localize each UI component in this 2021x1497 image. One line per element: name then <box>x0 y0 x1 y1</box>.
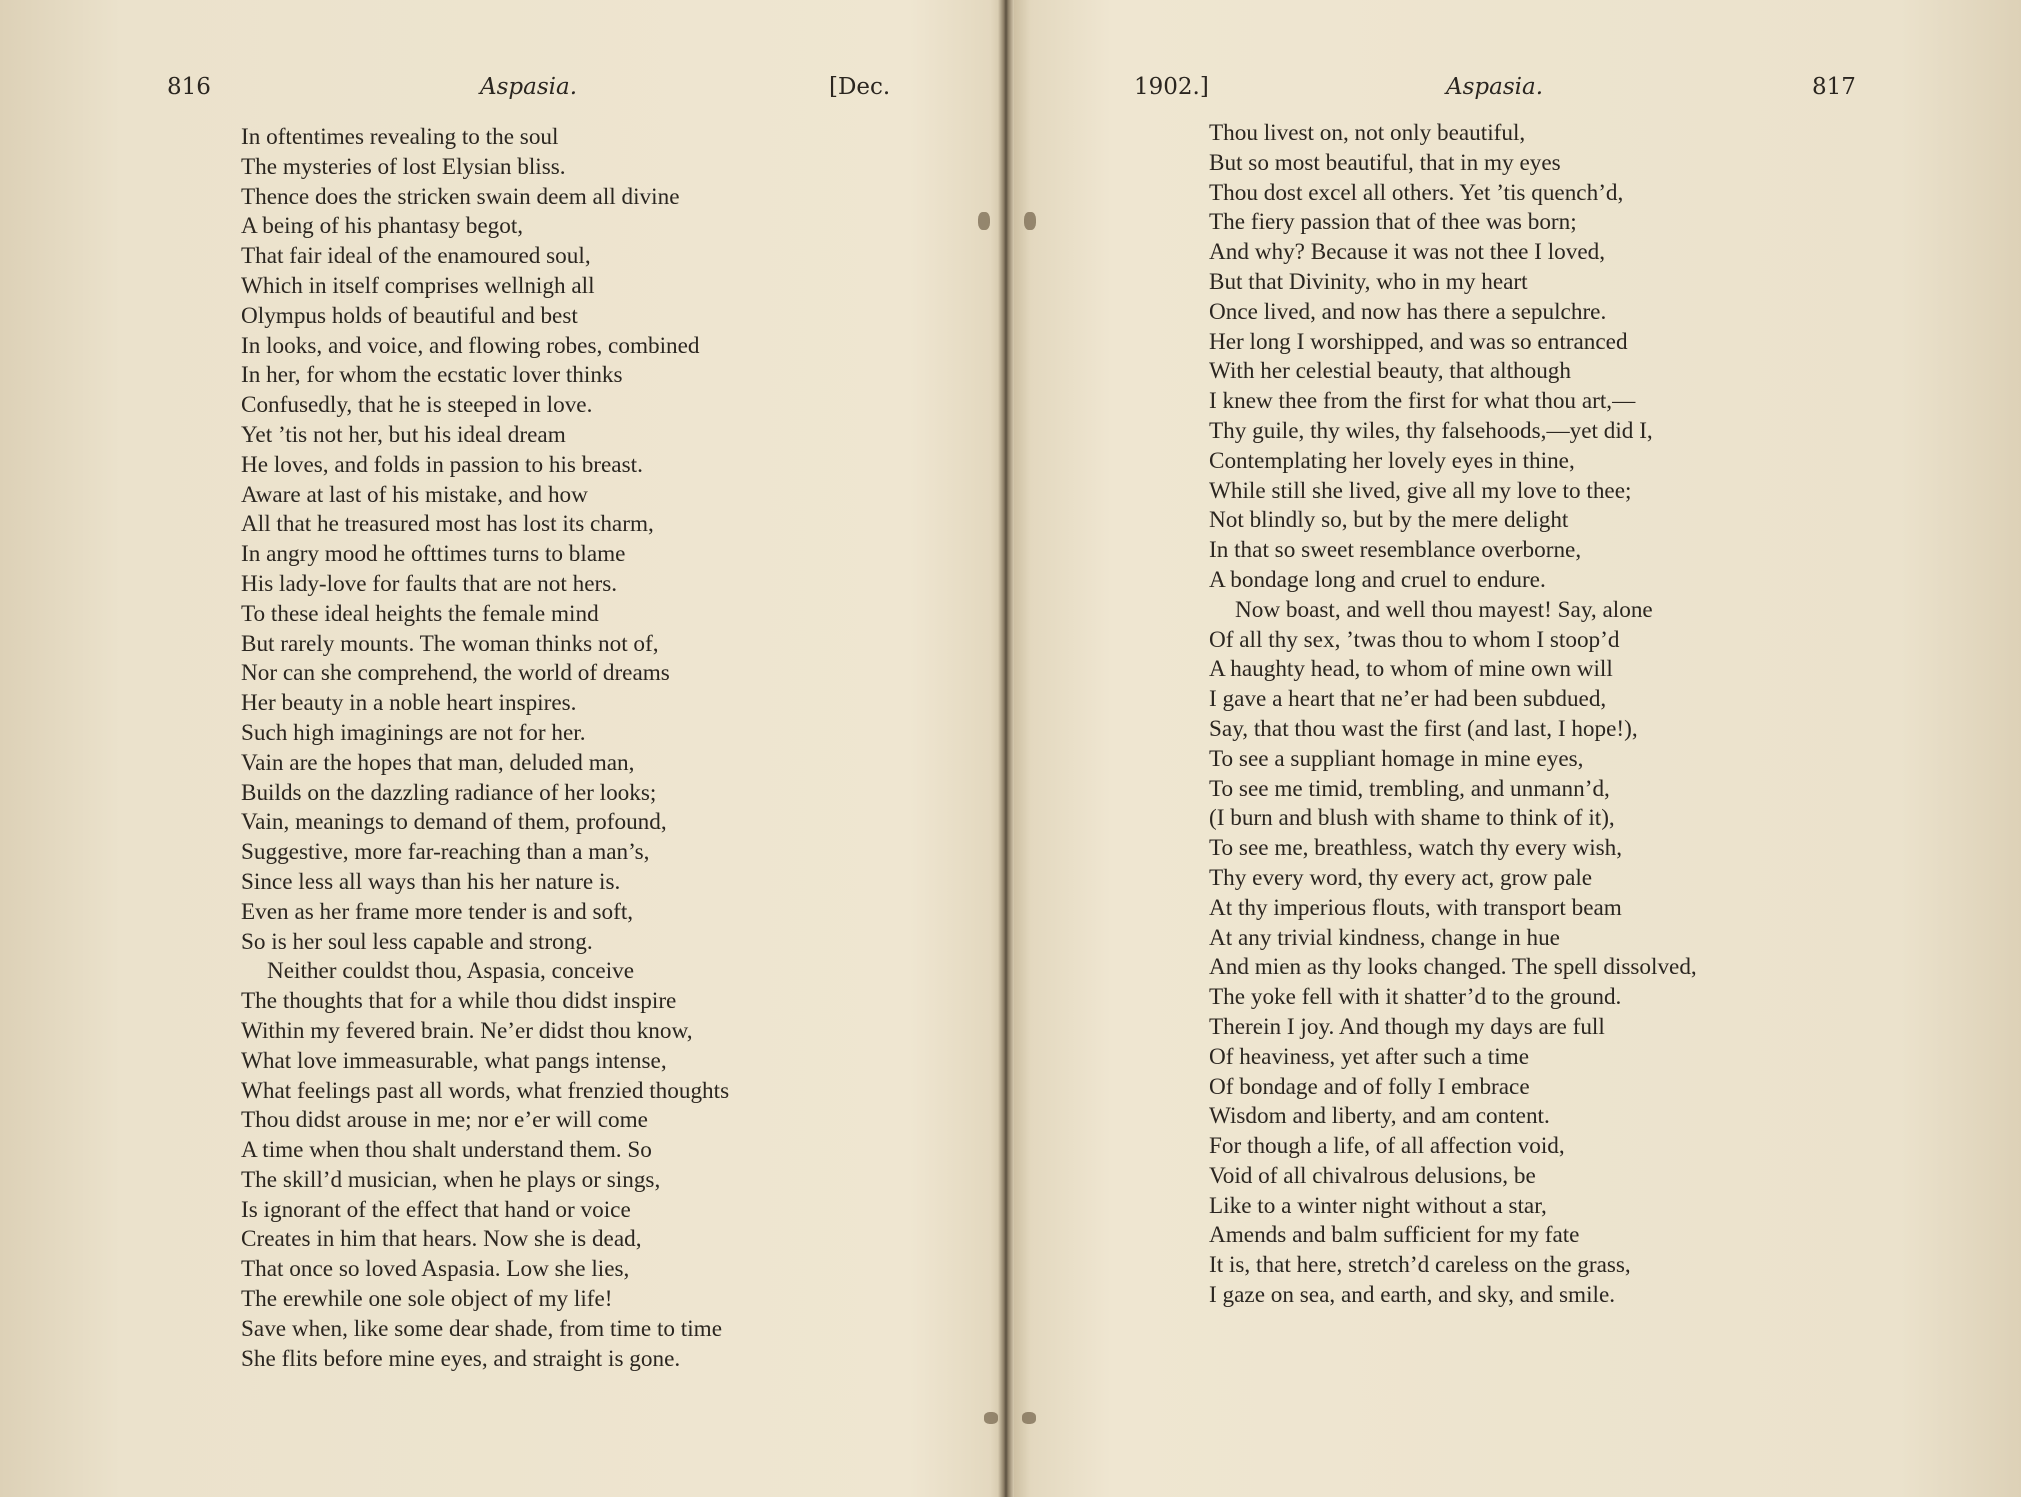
poem-line: To see me, breathless, watch thy every wish, <box>1209 835 1623 862</box>
poem-line: That once so loved Aspasia. Low she lies, <box>241 1256 630 1283</box>
poem-line: All that he treasured most has lost its charm, <box>241 511 654 538</box>
poem-line: Is ignorant of the effect that hand or voice <box>241 1196 631 1223</box>
poem-line: I knew thee from the first for what thou art,— <box>1209 388 1636 415</box>
poem-line: Within my fevered brain. Ne’er didst thou know, <box>241 1017 693 1044</box>
poem-line: Of all thy sex, ’twas thou to whom I stoop’d <box>1209 626 1620 653</box>
poem-line: Olympus holds of beautiful and best <box>241 302 578 329</box>
page-number: 817 <box>1812 74 1856 100</box>
running-title: Aspasia. <box>480 74 578 100</box>
poem-line: He loves, and folds in passion to his breast. <box>241 451 643 478</box>
poem-line: Suggestive, more far-reaching than a man’s, <box>241 839 650 866</box>
poem-line: Of bondage and of folly I embrace <box>1209 1073 1530 1100</box>
poem-line: The fiery passion that of thee was born; <box>1209 209 1577 236</box>
left-page <box>0 0 1002 1497</box>
poem-line: In looks, and voice, and flowing robes, combined <box>241 332 700 359</box>
poem-line: But so most beautiful, that in my eyes <box>1209 149 1561 176</box>
poem-line: A bondage long and cruel to endure. <box>1209 566 1546 593</box>
poem-line: Since less all ways than his her nature is. <box>241 868 621 895</box>
poem-line: A time when thou shalt understand them. So <box>241 1137 652 1164</box>
poem-line: Such high imaginings are not for her. <box>241 719 586 746</box>
poem-line: At thy imperious flouts, with transport beam <box>1209 894 1622 921</box>
poem-line: Therein I joy. And though my days are full <box>1209 1013 1605 1040</box>
poem-line: Save when, like some dear shade, from time to time <box>241 1315 723 1342</box>
poem-line: Creates in him that hears. Now she is dead, <box>241 1226 642 1253</box>
poem-line: Confusedly, that he is steeped in love. <box>241 392 593 419</box>
poem-line: In angry mood he ofttimes turns to blame <box>241 541 626 568</box>
poem-line: That fair ideal of the enamoured soul, <box>241 243 591 270</box>
poem-line: Vain are the hopes that man, deluded man, <box>241 749 635 776</box>
poem-line: Her long I worshipped, and was so entranced <box>1209 328 1628 355</box>
poem-line: But rarely mounts. The woman thinks not of, <box>241 630 659 657</box>
poem-line: Her beauty in a noble heart inspires. <box>241 690 577 717</box>
poem-line: Say, that thou wast the first (and last, I hope!), <box>1209 715 1638 742</box>
poem-line: The thoughts that for a while thou didst inspire <box>241 988 677 1015</box>
poem-line: But that Divinity, who in my heart <box>1209 268 1528 295</box>
poem-line: Thou dost excel all others. Yet ’tis quench’d, <box>1209 179 1624 206</box>
poem-line: Thence does the stricken swain deem all divine <box>241 183 680 210</box>
poem-line: Of heaviness, yet after such a time <box>1209 1043 1529 1070</box>
poem-line: (I burn and blush with shame to think of it), <box>1209 805 1615 832</box>
poem-text <box>1209 119 1697 1311</box>
poem-line: In her, for whom the ecstatic lover thinks <box>241 362 623 389</box>
poem-line: Yet ’tis not her, but his ideal dream <box>241 421 566 448</box>
poem-line: Even as her frame more tender is and soft, <box>241 898 634 925</box>
poem-line: What love immeasurable, what pangs intense, <box>241 1047 667 1074</box>
poem-line: While still she lived, give all my love to thee; <box>1209 477 1632 504</box>
poem-line: At any trivial kindness, change in hue <box>1209 924 1560 951</box>
poem-text <box>241 123 729 1374</box>
poem-line: To see me timid, trembling, and unmann’d, <box>1209 775 1610 802</box>
poem-line: To see a suppliant homage in mine eyes, <box>1209 745 1584 772</box>
poem-line: In oftentimes revealing to the soul <box>241 124 559 150</box>
poem-line: Once lived, and now has there a sepulchre. <box>1209 298 1607 325</box>
poem-line: Thou didst arouse in me; nor e’er will come <box>241 1107 648 1134</box>
poem-line: His lady-love for faults that are not hers. <box>241 570 618 597</box>
poem-line: I gaze on sea, and earth, and sky, and smile. <box>1209 1282 1616 1309</box>
poem-line: Nor can she comprehend, the world of dreams <box>241 660 670 687</box>
poem-line: Thy every word, thy every act, grow pale <box>1209 864 1593 891</box>
poem-line: The skill’d musician, when he plays or sings, <box>241 1166 661 1193</box>
page-number: 816 <box>167 74 211 100</box>
poem-line: The yoke fell with it shatter’d to the ground. <box>1209 984 1622 1011</box>
poem-line: Not blindly so, but by the mere delight <box>1209 507 1569 534</box>
poem-line: And mien as thy looks changed. The spell dissolved, <box>1209 954 1697 981</box>
poem-line: Now boast, and well thou mayest! Say, alone <box>1235 596 1653 623</box>
poem-line: It is, that here, stretch’d careless on the grass, <box>1209 1252 1631 1279</box>
poem-line: Thy guile, thy wiles, thy falsehoods,—yet did I, <box>1209 417 1653 444</box>
date-tag: 1902.] <box>1134 74 1209 100</box>
right-page <box>1012 0 2021 1497</box>
poem-line: The erewhile one sole object of my life! <box>241 1286 613 1313</box>
poem-line: Builds on the dazzling radiance of her looks; <box>241 779 657 806</box>
poem-line: Vain, meanings to demand of them, profound, <box>241 809 667 836</box>
poem-line: I gave a heart that ne’er had been subdued, <box>1209 686 1607 713</box>
poem-line: With her celestial beauty, that although <box>1209 358 1571 385</box>
poem-line: Contemplating her lovely eyes in thine, <box>1209 447 1575 474</box>
poem-line: The mysteries of lost Elysian bliss. <box>241 153 566 180</box>
poem-line: Aware at last of his mistake, and how <box>241 481 588 508</box>
poem-line: Amends and balm sufficient for my fate <box>1209 1222 1580 1249</box>
poem-line: Wisdom and liberty, and am content. <box>1209 1103 1550 1130</box>
poem-line: Neither couldst thou, Aspasia, conceive <box>267 958 635 985</box>
poem-line: Like to a winter night without a star, <box>1209 1192 1547 1219</box>
poem-line: Which in itself comprises wellnigh all <box>241 272 595 299</box>
poem-line: For though a life, of all affection void, <box>1209 1133 1565 1160</box>
poem-line: A being of his phantasy begot, <box>241 213 524 240</box>
date-tag: [Dec. <box>829 74 891 100</box>
running-title: Aspasia. <box>1446 74 1544 100</box>
poem-line: To these ideal heights the female mind <box>241 600 599 627</box>
poem-line: And why? Because it was not thee I loved, <box>1209 239 1606 266</box>
poem-line: What feelings past all words, what frenzied thoughts <box>241 1077 730 1104</box>
poem-line: Void of all chivalrous delusions, be <box>1209 1162 1536 1189</box>
poem-line: Thou livest on, not only beautiful, <box>1209 120 1526 146</box>
poem-line: In that so sweet resemblance overborne, <box>1209 537 1582 564</box>
poem-line: She flits before mine eyes, and straight is gone. <box>241 1345 681 1372</box>
poem-line: So is her soul less capable and strong. <box>241 928 593 955</box>
poem-line: A haughty head, to whom of mine own will <box>1209 656 1613 683</box>
